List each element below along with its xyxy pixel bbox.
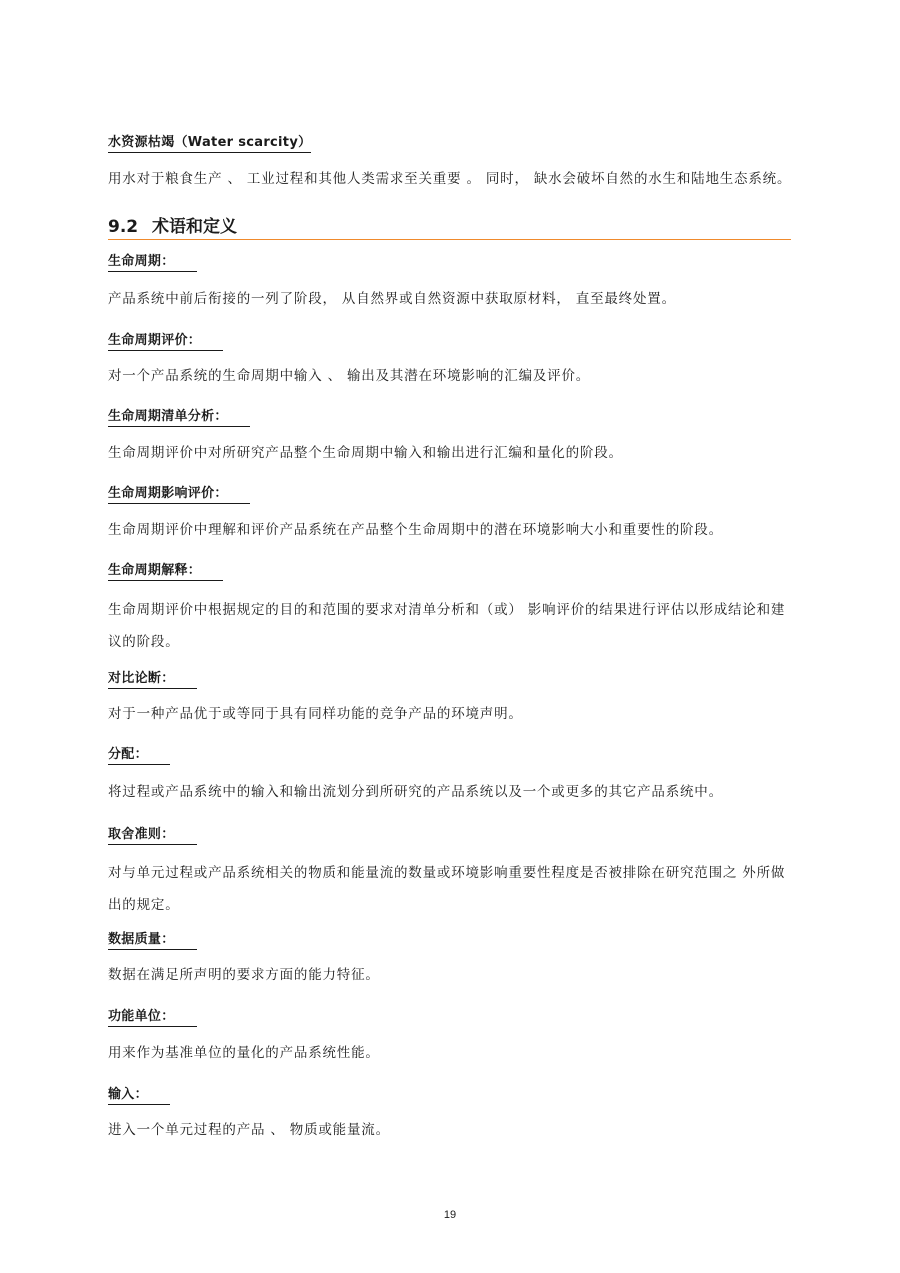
term-definition: 数据在满足所声明的要求方面的能力特征。 [108,967,380,983]
section-title: 术语和定义 [152,217,237,237]
term-definition: 对一个产品系统的生命周期中输入 、 输出及其潜在环境影响的汇编及评价。 [108,368,591,384]
water-scarcity-heading: 水资源枯竭（Water scarcity） [108,134,311,153]
intro-heading-wrap [108,131,311,153]
term-heading [108,405,250,427]
term-heading [108,743,170,765]
term-heading [108,928,197,950]
term-definition: 对于一种产品优于或等同于具有同样功能的竞争产品的环境声明。 [108,706,523,722]
term-definition: 生命周期评价中根据规定的目的和范围的要求对清单分析和（或） 影响评价的结果进行评估以形成结论和建议的阶段。 [108,602,786,650]
term-label: 取舍准则： [108,826,197,845]
term-label: 生命周期： [108,253,197,272]
term-definition: 生命周期评价中对所研究产品整个生命周期中输入和输出进行汇编和量化的阶段。 [108,445,623,461]
term-definition: 将过程或产品系统中的输入和输出流划分到所研究的产品系统以及一个或更多的其它产品系统中。 [108,784,723,800]
term-label: 分配： [108,746,170,765]
term-heading [108,823,197,845]
section-number: 9.2 [108,217,139,237]
term-definition: 用来作为基准单位的量化的产品系统性能。 [108,1045,380,1061]
term-heading [108,482,250,504]
term-label: 功能单位： [108,1008,197,1027]
term-heading [108,250,197,272]
term-definition: 生命周期评价中理解和评价产品系统在产品整个生命周期中的潜在环境影响大小和重要性的阶段。 [108,522,723,538]
term-label: 生命周期清单分析： [108,408,250,427]
term-label: 生命周期解释： [108,562,223,581]
term-heading [108,1083,170,1105]
water-scarcity-text: 用水对于粮食生产 、 工业过程和其他人类需求至关重要 。 同时， 缺水会破坏自然的水生和陆地生态系统。 [108,171,792,187]
term-heading [108,1005,197,1027]
term-heading [108,559,223,581]
term-label: 生命周期评价： [108,332,223,351]
page-number: 19 [443,1209,457,1221]
section-heading [108,216,791,240]
term-heading [108,329,223,351]
term-definition: 进入一个单元过程的产品 、 物质或能量流。 [108,1122,390,1138]
term-label: 对比论断： [108,670,197,689]
term-label: 输入： [108,1086,170,1105]
term-definition: 产品系统中前后衔接的一列了阶段， 从自然界或自然资源中获取原材料， 直至最终处置。 [108,291,676,307]
term-definition: 对与单元过程或产品系统相关的物质和能量流的数量或环境影响重要性程度是否被排除在研究范围之 外所做出的规定。 [108,865,786,913]
term-heading [108,667,197,689]
term-label: 数据质量： [108,931,197,950]
term-label: 生命周期影响评价： [108,485,250,504]
